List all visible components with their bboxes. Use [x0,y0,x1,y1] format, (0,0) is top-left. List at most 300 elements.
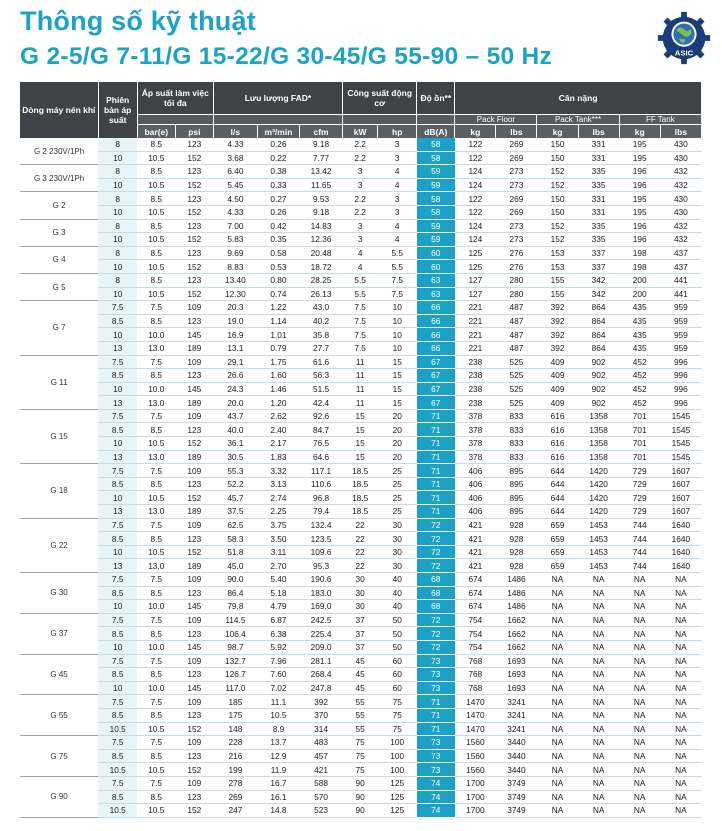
value-cell: 0.38 [257,165,299,179]
value-cell: NA [578,573,619,587]
value-cell: 200 [619,287,660,301]
value-cell: 123 [175,668,213,682]
table-row [20,681,702,695]
value-cell: 169.0 [300,600,343,614]
value-cell: 20.0 [213,396,257,410]
value-cell: 1420 [578,505,619,519]
value-cell: NA [578,627,619,641]
value-cell: 3749 [496,790,537,804]
value-cell: 196 [619,165,660,179]
value-cell: 125 [378,776,417,790]
noise-cell: 72 [417,545,455,559]
noise-cell: 59 [417,219,455,233]
value-cell: 1700 [455,776,496,790]
value-cell: 11 [343,382,378,396]
value-cell: NA [537,749,578,763]
noise-cell: 60 [417,246,455,260]
noise-cell: 60 [417,260,455,274]
value-cell: 588 [300,776,343,790]
value-cell: 10.0 [137,328,175,342]
value-cell: 8.5 [137,586,175,600]
value-cell: 7.5 [343,328,378,342]
value-cell: 616 [537,450,578,464]
value-cell: 392 [537,314,578,328]
version-cell: 10 [98,491,137,505]
value-cell: 22 [343,532,378,546]
value-cell: 26.13 [300,287,343,301]
value-cell: 30 [343,600,378,614]
value-cell: 1486 [496,586,537,600]
value-cell: 7.60 [257,668,299,682]
value-cell: 335 [578,233,619,247]
value-cell: 40.2 [300,314,343,328]
value-cell: 12.30 [213,287,257,301]
value-cell: 7.5 [137,409,175,423]
value-cell: NA [660,790,701,804]
value-cell: 79.4 [300,505,343,519]
value-cell: 123 [175,219,213,233]
value-cell: 674 [455,586,496,600]
value-cell: 152 [175,491,213,505]
version-cell: 13 [98,559,137,573]
value-cell: 268.4 [300,668,343,682]
value-cell: 370 [300,708,343,722]
value-cell: 3.11 [257,545,299,559]
value-cell: 10.5 [137,722,175,736]
value-cell: 1545 [660,437,701,451]
value-cell: 0.80 [257,273,299,287]
value-cell: 0.74 [257,287,299,301]
value-cell: 13.0 [137,450,175,464]
value-cell: 7.5 [137,776,175,790]
value-cell: 124 [455,165,496,179]
noise-cell: 71 [417,437,455,451]
value-cell: 674 [455,600,496,614]
value-cell: 36.1 [213,437,257,451]
value-cell: 1662 [496,640,537,654]
value-cell: 40.0 [213,423,257,437]
value-cell: 123 [175,369,213,383]
value-cell: 15 [378,369,417,383]
value-cell: 4 [343,260,378,274]
value-cell: 1453 [578,559,619,573]
value-cell: 15 [343,450,378,464]
value-cell: 1.01 [257,328,299,342]
table-row [20,355,702,369]
value-cell: 228 [213,736,257,750]
version-cell: 10 [98,233,137,247]
value-cell: NA [619,804,660,818]
header-pack-tank: Pack Tank*** [537,115,619,125]
value-cell: 7.5 [137,355,175,369]
value-cell: 0.53 [257,260,299,274]
model-name-cell: G 4 [20,246,98,273]
value-cell: 209.0 [300,640,343,654]
value-cell: 19.0 [213,314,257,328]
model-name-cell: G 55 [20,695,98,736]
value-cell: 525 [496,396,537,410]
value-cell: 1.83 [257,450,299,464]
header-fad: Lưu lượng FAD* [213,82,342,115]
value-cell: 659 [537,532,578,546]
value-cell: 152 [175,178,213,192]
value-cell: NA [660,654,701,668]
noise-cell: 73 [417,749,455,763]
value-cell: 8.5 [137,790,175,804]
value-cell: NA [578,790,619,804]
value-cell: 196 [619,219,660,233]
unit-header: hp [378,125,417,139]
noise-cell: 74 [417,790,455,804]
value-cell: 392 [537,301,578,315]
value-cell: 95.3 [300,559,343,573]
value-cell: 200 [619,273,660,287]
value-cell: 145 [175,640,213,654]
value-cell: 0.35 [257,233,299,247]
value-cell: 22 [343,559,378,573]
noise-cell: 67 [417,396,455,410]
value-cell: 18.5 [343,464,378,478]
noise-cell: 59 [417,178,455,192]
value-cell: NA [537,736,578,750]
value-cell: 153 [537,260,578,274]
value-cell: 152 [175,287,213,301]
value-cell: 109 [175,736,213,750]
value-cell: 3 [343,219,378,233]
value-cell: 10.5 [137,178,175,192]
noise-cell: 71 [417,722,455,736]
value-cell: 768 [455,668,496,682]
value-cell: 644 [537,505,578,519]
value-cell: 432 [660,219,701,233]
value-cell: 0.27 [257,192,299,206]
value-cell: 833 [496,409,537,423]
noise-cell: 71 [417,477,455,491]
value-cell: 269 [496,192,537,206]
value-cell: 2.40 [257,423,299,437]
value-cell: 864 [578,328,619,342]
value-cell: NA [578,736,619,750]
value-cell: 273 [496,165,537,179]
value-cell: 198 [619,260,660,274]
version-cell: 10 [98,382,137,396]
value-cell: 10 [378,301,417,315]
value-cell: 28.25 [300,273,343,287]
value-cell: 7.5 [343,301,378,315]
noise-cell: 73 [417,654,455,668]
value-cell: 4.79 [257,600,299,614]
noise-cell: 66 [417,328,455,342]
value-cell: 435 [619,301,660,315]
value-cell: 0.26 [257,205,299,219]
value-cell: 5.92 [257,640,299,654]
noise-cell: 59 [417,233,455,247]
value-cell: 996 [660,355,701,369]
value-cell: 10.5 [137,260,175,274]
value-cell: 100 [378,736,417,750]
table-row [20,600,702,614]
value-cell: NA [578,586,619,600]
version-cell: 10 [98,681,137,695]
value-cell: 1.14 [257,314,299,328]
value-cell: 22 [343,518,378,532]
value-cell: 273 [496,219,537,233]
table-row [20,776,702,790]
value-cell: NA [537,776,578,790]
value-cell: NA [537,804,578,818]
value-cell: 30 [378,532,417,546]
value-cell: 2.2 [343,151,378,165]
version-cell: 8 [98,273,137,287]
value-cell: 659 [537,559,578,573]
model-name-cell: G 5 [20,273,98,300]
value-cell: 247 [213,804,257,818]
table-row [20,260,702,274]
value-cell: 60 [378,668,417,682]
value-cell: 18.72 [300,260,343,274]
table-row [20,192,702,206]
value-cell: 25 [378,477,417,491]
value-cell: 406 [455,477,496,491]
version-cell: 7.5 [98,613,137,627]
value-cell: NA [619,613,660,627]
value-cell: 280 [496,287,537,301]
value-cell: 523 [300,804,343,818]
value-cell: 8.5 [137,246,175,260]
value-cell: 4 [378,219,417,233]
version-cell: 10 [98,287,137,301]
table-row [20,382,702,396]
value-cell: 109 [175,654,213,668]
value-cell: 421 [455,518,496,532]
model-name-cell: G 37 [20,613,98,654]
table-row [20,586,702,600]
unit-header: m³/min [257,125,299,139]
value-cell: 406 [455,505,496,519]
value-cell: 150 [537,192,578,206]
value-cell: 13.0 [137,341,175,355]
value-cell: 7.00 [213,219,257,233]
model-name-cell: G 11 [20,355,98,409]
value-cell: 1453 [578,518,619,532]
value-cell: 152 [537,219,578,233]
version-cell: 8.5 [98,314,137,328]
value-cell: 928 [496,559,537,573]
value-cell: 3 [343,165,378,179]
value-cell: 3 [378,192,417,206]
value-cell: 432 [660,233,701,247]
value-cell: 123 [175,532,213,546]
value-cell: 0.42 [257,219,299,233]
value-cell: 45.7 [213,491,257,505]
noise-cell: 72 [417,532,455,546]
value-cell: 150 [537,205,578,219]
value-cell: 185 [213,695,257,709]
value-cell: 12.9 [257,749,299,763]
value-cell: 123.5 [300,532,343,546]
value-cell: 5.83 [213,233,257,247]
version-cell: 8 [98,138,137,151]
table-row [20,722,702,736]
value-cell: 7.77 [300,151,343,165]
value-cell: 4.33 [213,138,257,151]
value-cell: 7.5 [137,518,175,532]
value-cell: 729 [619,477,660,491]
value-cell: 10.5 [137,287,175,301]
value-cell: 331 [578,205,619,219]
value-cell: 406 [455,491,496,505]
value-cell: 452 [619,396,660,410]
noise-cell: 71 [417,695,455,709]
value-cell: 7.5 [378,273,417,287]
value-cell: 75 [343,749,378,763]
value-cell: 11.1 [257,695,299,709]
value-cell: 8.5 [137,165,175,179]
value-cell: 29.1 [213,355,257,369]
value-cell: 487 [496,314,537,328]
table-row [20,396,702,410]
value-cell: 335 [578,219,619,233]
value-cell: 84.7 [300,423,343,437]
value-cell: 833 [496,437,537,451]
model-name-cell: G 18 [20,464,98,518]
value-cell: 3440 [496,736,537,750]
value-cell: 123 [175,165,213,179]
version-cell: 10.5 [98,763,137,777]
value-cell: 525 [496,382,537,396]
version-cell: 10 [98,600,137,614]
value-cell: 435 [619,328,660,342]
value-cell: 30 [378,518,417,532]
value-cell: 902 [578,369,619,383]
value-cell: 8.5 [137,668,175,682]
value-cell: NA [660,708,701,722]
value-cell: 2.2 [343,205,378,219]
value-cell: 52.2 [213,477,257,491]
value-cell: NA [537,668,578,682]
table-row [20,654,702,668]
table-row [20,627,702,641]
noise-cell: 72 [417,518,455,532]
version-cell: 8.5 [98,668,137,682]
value-cell: 15 [343,409,378,423]
value-cell: 45 [343,681,378,695]
table-row [20,273,702,287]
value-cell: 196 [619,233,660,247]
value-cell: 155 [537,273,578,287]
value-cell: 189 [175,396,213,410]
noise-cell: 66 [417,314,455,328]
value-cell: 754 [455,640,496,654]
value-cell: NA [660,586,701,600]
value-cell: 7.5 [137,654,175,668]
value-cell: 409 [537,382,578,396]
value-cell: 109 [175,464,213,478]
value-cell: 902 [578,382,619,396]
value-cell: 1545 [660,409,701,423]
value-cell: 18.5 [343,505,378,519]
value-cell: 276 [496,246,537,260]
value-cell: 409 [537,369,578,383]
value-cell: 247.8 [300,681,343,695]
value-cell: 457 [300,749,343,763]
value-cell: 768 [455,654,496,668]
value-cell: 729 [619,464,660,478]
value-cell: 1358 [578,423,619,437]
value-cell: 3440 [496,749,537,763]
value-cell: 55 [343,722,378,736]
value-cell: NA [660,722,701,736]
value-cell: 122 [455,205,496,219]
value-cell: NA [537,613,578,627]
value-cell: 152 [537,165,578,179]
noise-cell: 63 [417,273,455,287]
value-cell: 864 [578,341,619,355]
value-cell: 117.1 [300,464,343,478]
value-cell: 50 [378,613,417,627]
value-cell: 1693 [496,668,537,682]
version-cell: 8.5 [98,790,137,804]
value-cell: 4.33 [213,205,257,219]
value-cell: 5.5 [378,246,417,260]
noise-cell: 71 [417,464,455,478]
value-cell: 145 [175,328,213,342]
value-cell: 406 [455,464,496,478]
value-cell: NA [578,654,619,668]
value-cell: NA [578,681,619,695]
value-cell: NA [660,695,701,709]
value-cell: 421 [455,559,496,573]
value-cell: 152 [175,437,213,451]
value-cell: 109 [175,355,213,369]
value-cell: 152 [537,233,578,247]
value-cell: 30 [343,586,378,600]
value-cell: 100 [378,763,417,777]
value-cell: 51.5 [300,382,343,396]
value-cell: 11.9 [257,763,299,777]
noise-cell: 63 [417,287,455,301]
value-cell: 152 [175,233,213,247]
value-cell: 16.1 [257,790,299,804]
noise-cell: 72 [417,613,455,627]
model-name-cell: G 90 [20,776,98,817]
value-cell: 43.0 [300,301,343,315]
table-row [20,450,702,464]
value-cell: 242.5 [300,613,343,627]
value-cell: 13.42 [300,165,343,179]
value-cell: 30 [343,573,378,587]
model-name-cell: G 3 230V/1Ph [20,165,98,192]
value-cell: 8.5 [137,369,175,383]
value-cell: 7.5 [137,736,175,750]
value-cell: 20 [378,450,417,464]
version-cell: 10 [98,260,137,274]
value-cell: 409 [537,355,578,369]
value-cell: 1470 [455,722,496,736]
value-cell: 10.0 [137,600,175,614]
value-cell: 616 [537,437,578,451]
value-cell: 75 [378,708,417,722]
value-cell: 12.36 [300,233,343,247]
value-cell: 13.0 [137,396,175,410]
value-cell: 123 [175,192,213,206]
noise-cell: 58 [417,192,455,206]
value-cell: NA [619,749,660,763]
version-cell: 7.5 [98,736,137,750]
value-cell: 13.1 [213,341,257,355]
value-cell: 10 [378,314,417,328]
value-cell: 55 [343,708,378,722]
